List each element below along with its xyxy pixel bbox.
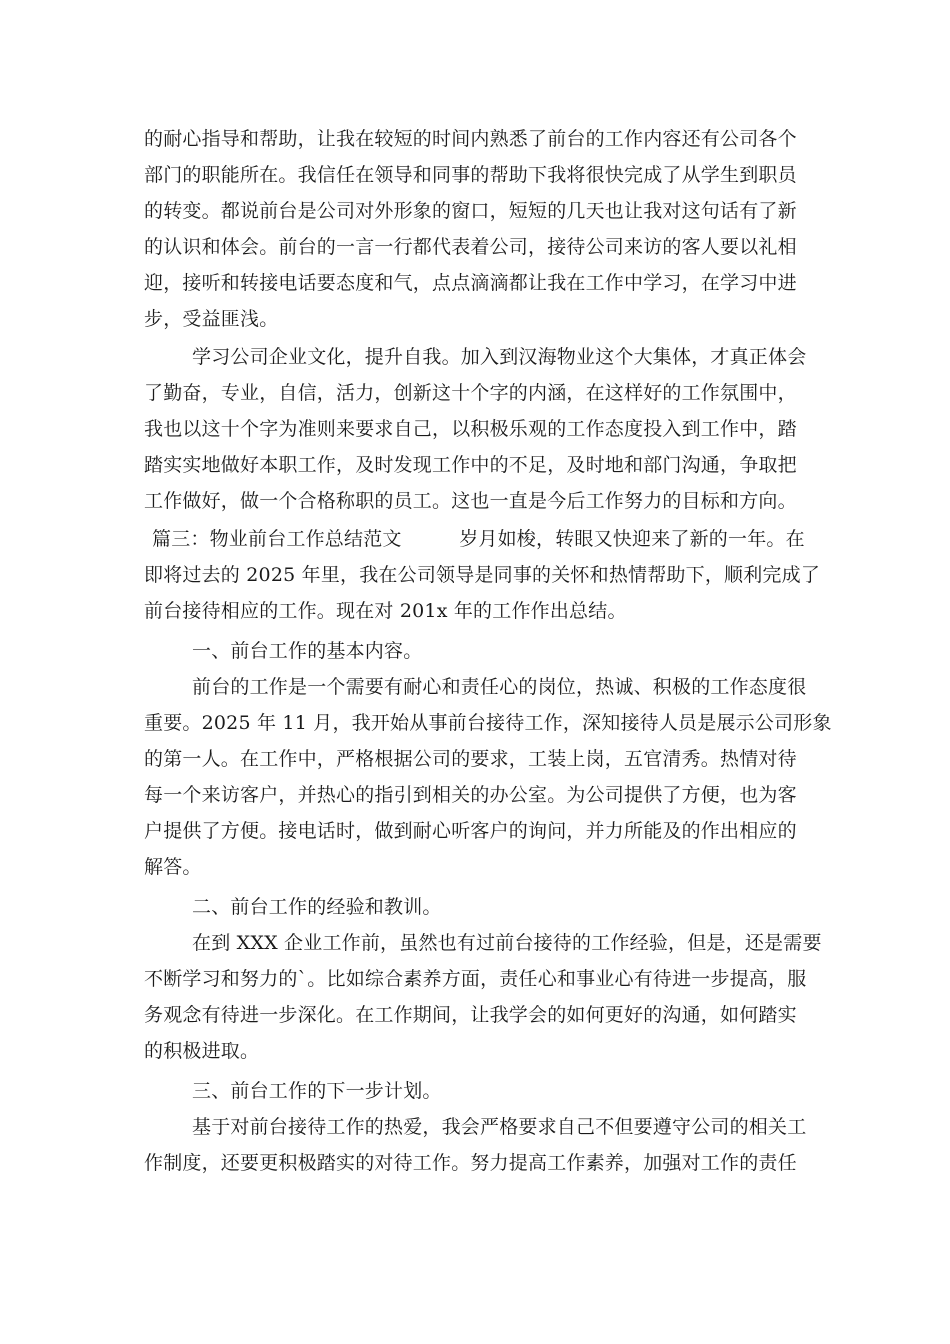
text-line: 的第一人。在工作中，严格根据公司的要求，工装上岗，五官清秀。热情对待 xyxy=(144,748,797,770)
text-line: 步，受益匪浅。 xyxy=(144,308,279,330)
section-heading: 一、前台工作的基本内容。 xyxy=(192,640,423,662)
paragraph-first-line: 基于对前台接待工作的热爱，我会严格要求自己不但要遵守公司的相关工 xyxy=(192,1116,807,1138)
text-line: 工作做好，做一个合格称职的员工。这也一直是今后工作努力的目标和方向。 xyxy=(144,490,797,512)
text-line: 重要。2025 年 11 月，我开始从事前台接待工作，深知接待人员是展示公司形象 xyxy=(144,712,832,734)
text-line: 了勤奋，专业，自信，活力，创新这十个字的内涵，在这样好的工作氛围中， xyxy=(144,382,797,404)
section-heading: 三、前台工作的下一步计划。 xyxy=(192,1080,442,1102)
text-line: 前台接待相应的工作。现在对 201x 年的工作作出总结。 xyxy=(144,600,627,622)
text-line: 户提供了方便。接电话时，做到耐心听客户的询问，并力所能及的作出相应的 xyxy=(144,820,797,842)
text-line: 的积极进取。 xyxy=(144,1040,260,1062)
paragraph-first-line: 学习公司企业文化，提升自我。加入到汉海物业这个大集体，才真正体会 xyxy=(192,346,807,368)
text-line: 的耐心指导和帮助，让我在较短的时间内熟悉了前台的工作内容还有公司各个 xyxy=(144,128,797,150)
text-line: 解答。 xyxy=(144,856,202,878)
text-line: 作制度，还要更积极踏实的对待工作。努力提高工作素养，加强对工作的责任 xyxy=(144,1152,797,1174)
text-line: 的转变。都说前台是公司对外形象的窗口，短短的几天也让我对这句话有了新 xyxy=(144,200,797,222)
text-line: 的认识和体会。前台的一言一行都代表着公司，接待公司来访的客人要以礼相 xyxy=(144,236,797,258)
text-line: 踏实实地做好本职工作，及时发现工作中的不足，及时地和部门沟通，争取把 xyxy=(144,454,797,476)
section-heading: 二、前台工作的经验和教训。 xyxy=(192,896,442,918)
text-line: 务观念有待进一步深化。在工作期间，让我学会的如何更好的沟通，如何踏实 xyxy=(144,1004,797,1026)
text-line: 不断学习和努力的`。比如综合素养方面，责任心和事业心有待进一步提高，服 xyxy=(144,968,807,990)
text-line: 每一个来访客户，并热心的指引到相关的办公室。为公司提供了方便，也为客 xyxy=(144,784,797,806)
paragraph-first-line: 前台的工作是一个需要有耐心和责任心的岗位，热诚、积极的工作态度很 xyxy=(192,676,807,698)
text-line: 即将过去的 2025 年里，我在公司领导是同事的关怀和热情帮助下，顺利完成了 xyxy=(144,564,821,586)
text-line: 迎，接听和转接电话要态度和气，点点滴滴都让我在工作中学习，在学习中进 xyxy=(144,272,797,294)
paragraph-first-line: 在到 XXX 企业工作前，虽然也有过前台接待的工作经验，但是，还是需要 xyxy=(192,932,822,954)
text-line: 我也以这十个字为准则来要求自己，以积极乐观的工作态度投入到工作中，踏 xyxy=(144,418,797,440)
section-title-line: 篇三：物业前台工作总结范文 岁月如梭，转眼又快迎来了新的一年。在 xyxy=(152,528,805,550)
text-line: 部门的职能所在。我信任在领导和同事的帮助下我将很快完成了从学生到职员 xyxy=(144,164,797,186)
